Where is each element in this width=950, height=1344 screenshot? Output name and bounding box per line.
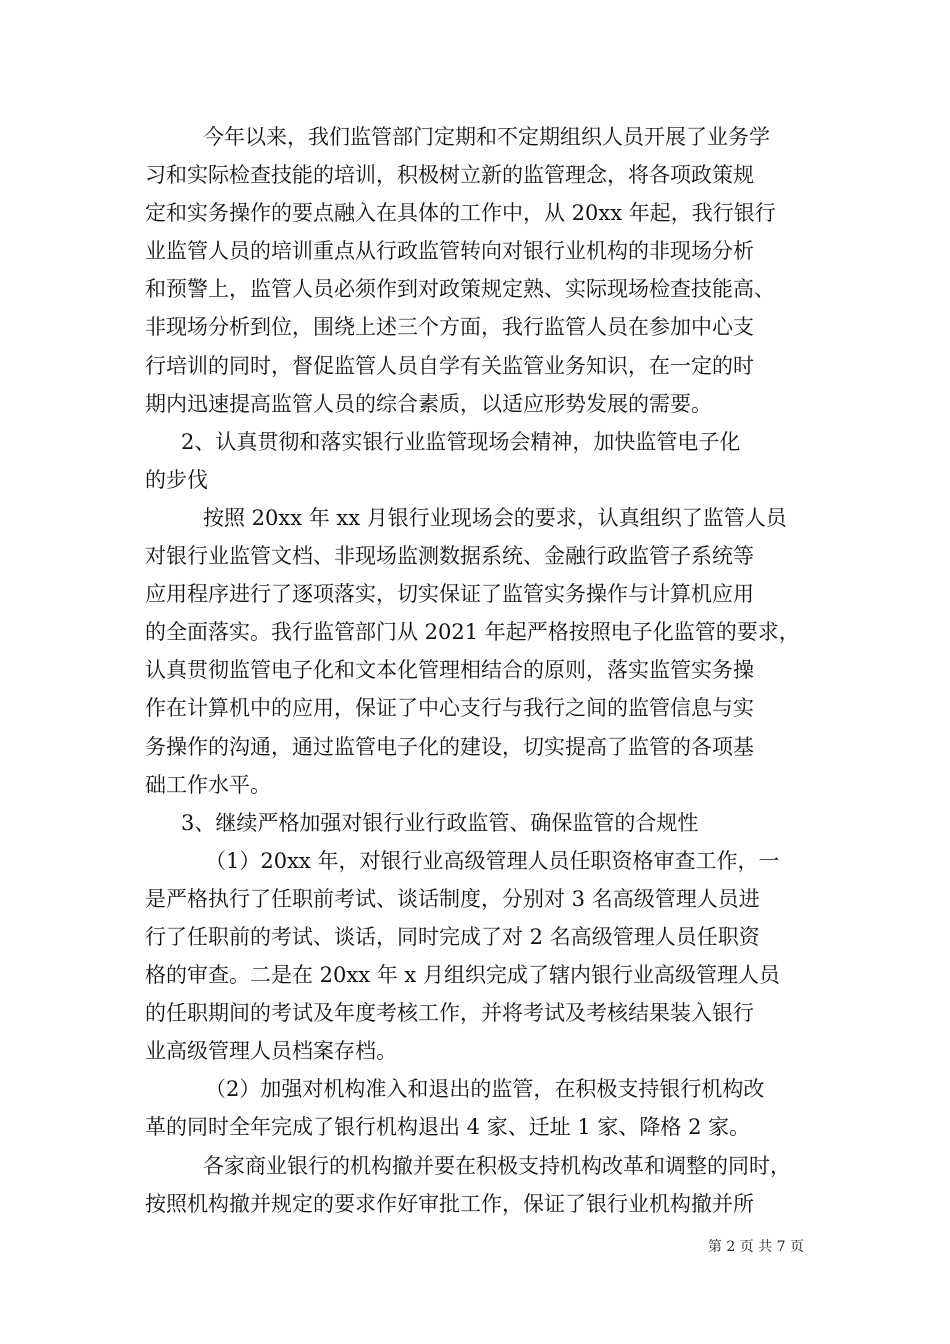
paragraph-line: 作在计算机中的应用，保证了中心支行与我行之间的监管信息与实	[145, 696, 754, 721]
paragraph-line: 行培训的同时，督促监管人员自学有关监管业务知识，在一定的时	[145, 353, 754, 378]
paragraph-line: 的任职期间的考试及年度考核工作，并将考试及考核结果装入银行	[145, 1001, 754, 1026]
paragraph-line: 习和实际检查技能的培训，积极树立新的监管理念，将各项政策规	[145, 163, 754, 188]
paragraph-line: 础工作水平。	[145, 772, 271, 797]
paragraph-line: 行了任职前的考试、谈话，同时完成了对 2 名高级管理人员任职资	[145, 924, 760, 949]
paragraph-line: 应用程序进行了逐项落实，切实保证了监管实务操作与计算机应用	[145, 582, 754, 607]
paragraph-line: 按照机构撤并规定的要求作好审批工作，保证了银行业机构撤并所	[145, 1191, 754, 1216]
paragraph-line: 的全面落实。我行监管部门从 2021 年起严格按照电子化监管的要求，	[145, 620, 800, 645]
paragraph-line: 是严格执行了任职前考试、谈话制度，分别对 3 名高级管理人员进	[145, 886, 760, 911]
paragraph-line: （2）加强对机构准入和退出的监管，在积极支持银行机构改	[205, 1077, 765, 1102]
paragraph-line: 各家商业银行的机构撤并要在积极支持机构改革和调整的同时，	[203, 1153, 791, 1178]
section-heading-2: 2、认真贯彻和落实银行业监管现场会精神，加快监管电子化	[181, 429, 741, 454]
paragraph-line: 格的审查。二是在 20xx 年 x 月组织完成了辖内银行业高级管理人员	[145, 963, 780, 988]
page-number: 第 2 页 共 7 页	[707, 1239, 804, 1255]
paragraph-line: 期内迅速提高监管人员的综合素质，以适应形势发展的需要。	[145, 391, 712, 416]
paragraph-line: 按照 20xx 年 xx 月银行业现场会的要求，认真组织了监管人员	[203, 505, 787, 530]
paragraph-line: 业高级管理人员档案存档。	[145, 1039, 397, 1064]
paragraph-line: 和预警上，监管人员必须作到对政策规定熟、实际现场检查技能高、	[145, 277, 775, 302]
section-heading-2-cont: 的步伐	[145, 467, 208, 492]
paragraph-line: 认真贯彻监管电子化和文本化管理相结合的原则，落实监管实务操	[145, 658, 754, 683]
section-heading-3: 3、继续严格加强对银行业行政监管、确保监管的合规性	[181, 810, 699, 835]
paragraph-line: （1）20xx 年，对银行业高级管理人员任职资格审查工作，一	[205, 848, 780, 873]
paragraph-line: 定和实务操作的要点融入在具体的工作中，从 20xx 年起，我行银行	[145, 201, 776, 226]
body-text	[145, 118, 810, 1223]
paragraph-line: 革的同时全年完成了银行机构退出 4 家、迁址 1 家、降格 2 家。	[145, 1115, 751, 1140]
paragraph-line: 业监管人员的培训重点从行政监管转向对银行业机构的非现场分析	[145, 239, 754, 264]
paragraph-line: 对银行业监管文档、非现场监测数据系统、金融行政监管子系统等	[145, 544, 754, 569]
paragraph-line: 今年以来，我们监管部门定期和不定期组织人员开展了业务学	[203, 125, 770, 149]
paragraph-line: 务操作的沟通，通过监管电子化的建设，切实提高了监管的各项基	[145, 734, 754, 759]
paragraph-line: 非现场分析到位，围绕上述三个方面，我行监管人员在参加中心支	[145, 315, 754, 340]
